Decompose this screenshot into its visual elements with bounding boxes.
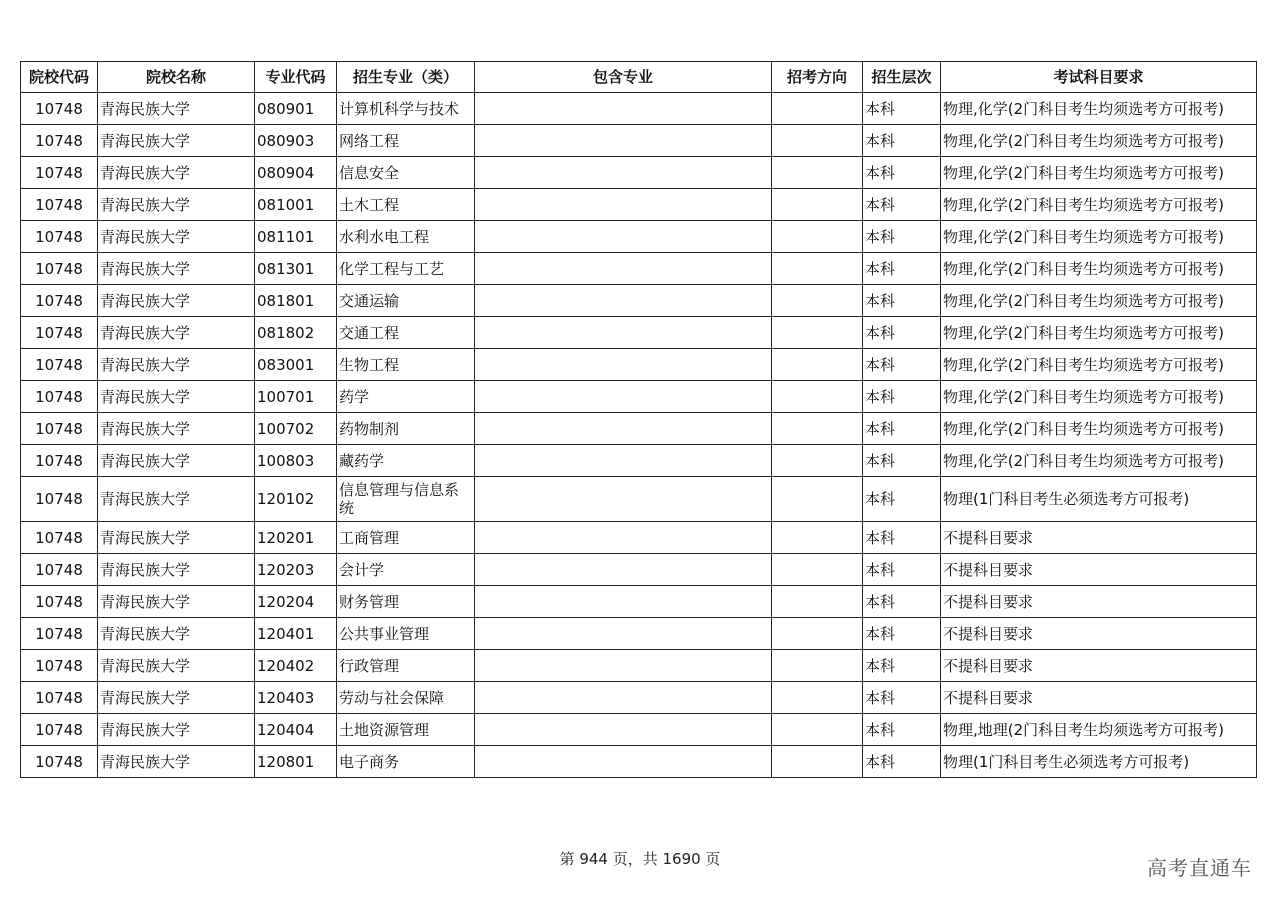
major-code-cell: 080901 — [255, 93, 337, 125]
table-row — [21, 746, 1257, 778]
school-code-cell: 10748 — [21, 125, 98, 157]
table-row — [21, 93, 1257, 125]
school-code-cell: 10748 — [21, 381, 98, 413]
header-direction: 招考方向 — [772, 62, 863, 93]
major-cell: 会计学 — [337, 554, 475, 586]
level-cell: 本科 — [863, 317, 941, 349]
requirement-cell: 物理,化学(2门科目考生均须选考方可报考) — [941, 317, 1257, 349]
direction-cell — [772, 714, 863, 746]
table-body — [21, 93, 1257, 778]
included-majors-cell — [475, 477, 772, 522]
direction-cell — [772, 125, 863, 157]
major-code-cell: 120203 — [255, 554, 337, 586]
major-cell: 信息管理与信息系统 — [337, 477, 475, 522]
requirement-cell: 不提科目要求 — [941, 554, 1257, 586]
major-cell: 计算机科学与技术 — [337, 93, 475, 125]
major-cell: 电子商务 — [337, 746, 475, 778]
header-major: 招生专业（类） — [337, 62, 475, 93]
level-cell: 本科 — [863, 221, 941, 253]
school-name-cell: 青海民族大学 — [98, 522, 255, 554]
level-cell: 本科 — [863, 93, 941, 125]
watermark-logo: 高考直通车 — [1147, 856, 1252, 880]
school-code-cell: 10748 — [21, 682, 98, 714]
table-row — [21, 317, 1257, 349]
school-code-cell: 10748 — [21, 554, 98, 586]
school-name-cell: 青海民族大学 — [98, 746, 255, 778]
major-code-cell: 120401 — [255, 618, 337, 650]
table-row — [21, 349, 1257, 381]
major-code-cell: 100803 — [255, 445, 337, 477]
major-cell: 交通运输 — [337, 285, 475, 317]
school-name-cell: 青海民族大学 — [98, 381, 255, 413]
direction-cell — [772, 682, 863, 714]
major-cell: 工商管理 — [337, 522, 475, 554]
major-cell: 网络工程 — [337, 125, 475, 157]
requirement-cell: 不提科目要求 — [941, 586, 1257, 618]
school-name-cell: 青海民族大学 — [98, 714, 255, 746]
school-code-cell: 10748 — [21, 317, 98, 349]
level-cell: 本科 — [863, 253, 941, 285]
level-cell: 本科 — [863, 714, 941, 746]
level-cell: 本科 — [863, 618, 941, 650]
table-row — [21, 714, 1257, 746]
major-cell: 生物工程 — [337, 349, 475, 381]
direction-cell — [772, 586, 863, 618]
level-cell: 本科 — [863, 189, 941, 221]
school-name-cell: 青海民族大学 — [98, 586, 255, 618]
level-cell: 本科 — [863, 445, 941, 477]
school-name-cell: 青海民族大学 — [98, 125, 255, 157]
direction-cell — [772, 746, 863, 778]
level-cell: 本科 — [863, 285, 941, 317]
major-code-cell: 120204 — [255, 586, 337, 618]
major-cell: 行政管理 — [337, 650, 475, 682]
major-cell: 藏药学 — [337, 445, 475, 477]
direction-cell — [772, 413, 863, 445]
major-code-cell: 120801 — [255, 746, 337, 778]
school-name-cell: 青海民族大学 — [98, 285, 255, 317]
major-cell: 财务管理 — [337, 586, 475, 618]
school-name-cell: 青海民族大学 — [98, 618, 255, 650]
school-name-cell: 青海民族大学 — [98, 189, 255, 221]
header-requirement: 考试科目要求 — [941, 62, 1257, 93]
major-code-cell: 120402 — [255, 650, 337, 682]
level-cell: 本科 — [863, 746, 941, 778]
school-code-cell: 10748 — [21, 189, 98, 221]
major-code-cell: 081301 — [255, 253, 337, 285]
requirement-cell: 不提科目要求 — [941, 618, 1257, 650]
school-code-cell: 10748 — [21, 650, 98, 682]
school-name-cell: 青海民族大学 — [98, 317, 255, 349]
header-school-name: 院校名称 — [98, 62, 255, 93]
included-majors-cell — [475, 413, 772, 445]
school-code-cell: 10748 — [21, 285, 98, 317]
requirement-cell: 不提科目要求 — [941, 650, 1257, 682]
included-majors-cell — [475, 650, 772, 682]
table-row — [21, 477, 1257, 522]
school-name-cell: 青海民族大学 — [98, 682, 255, 714]
included-majors-cell — [475, 157, 772, 189]
direction-cell — [772, 189, 863, 221]
direction-cell — [772, 522, 863, 554]
header-level: 招生层次 — [863, 62, 941, 93]
school-name-cell: 青海民族大学 — [98, 477, 255, 522]
included-majors-cell — [475, 189, 772, 221]
level-cell: 本科 — [863, 381, 941, 413]
major-code-cell: 120102 — [255, 477, 337, 522]
header-major-code: 专业代码 — [255, 62, 337, 93]
level-cell: 本科 — [863, 477, 941, 522]
table-row — [21, 157, 1257, 189]
page-number: 第 944 页，共 1690 页 — [559, 850, 721, 868]
major-cell: 交通工程 — [337, 317, 475, 349]
school-name-cell: 青海民族大学 — [98, 349, 255, 381]
table-row — [21, 618, 1257, 650]
major-cell: 信息安全 — [337, 157, 475, 189]
major-code-cell: 100702 — [255, 413, 337, 445]
school-code-cell: 10748 — [21, 618, 98, 650]
requirement-cell: 物理(1门科目考生必须选考方可报考) — [941, 746, 1257, 778]
major-cell: 土木工程 — [337, 189, 475, 221]
table-row — [21, 189, 1257, 221]
requirement-cell: 物理(1门科目考生必须选考方可报考) — [941, 477, 1257, 522]
included-majors-cell — [475, 125, 772, 157]
major-code-cell: 120201 — [255, 522, 337, 554]
included-majors-cell — [475, 714, 772, 746]
included-majors-cell — [475, 586, 772, 618]
included-majors-cell — [475, 445, 772, 477]
direction-cell — [772, 618, 863, 650]
level-cell: 本科 — [863, 586, 941, 618]
school-name-cell: 青海民族大学 — [98, 253, 255, 285]
direction-cell — [772, 650, 863, 682]
major-cell: 化学工程与工艺 — [337, 253, 475, 285]
major-code-cell: 080904 — [255, 157, 337, 189]
table-row — [21, 554, 1257, 586]
table-row — [21, 586, 1257, 618]
requirement-cell: 物理,化学(2门科目考生均须选考方可报考) — [941, 157, 1257, 189]
direction-cell — [772, 285, 863, 317]
school-name-cell: 青海民族大学 — [98, 413, 255, 445]
major-cell: 药物制剂 — [337, 413, 475, 445]
major-code-cell: 081001 — [255, 189, 337, 221]
school-code-cell: 10748 — [21, 349, 98, 381]
school-name-cell: 青海民族大学 — [98, 93, 255, 125]
requirement-cell: 物理,化学(2门科目考生均须选考方可报考) — [941, 413, 1257, 445]
school-name-cell: 青海民族大学 — [98, 650, 255, 682]
level-cell: 本科 — [863, 157, 941, 189]
major-code-cell: 083001 — [255, 349, 337, 381]
table-row — [21, 125, 1257, 157]
level-cell: 本科 — [863, 349, 941, 381]
direction-cell — [772, 93, 863, 125]
requirement-cell: 不提科目要求 — [941, 522, 1257, 554]
direction-cell — [772, 381, 863, 413]
requirement-cell: 物理,化学(2门科目考生均须选考方可报考) — [941, 189, 1257, 221]
requirement-cell: 物理,化学(2门科目考生均须选考方可报考) — [941, 285, 1257, 317]
header-included-majors: 包含专业 — [475, 62, 772, 93]
level-cell: 本科 — [863, 554, 941, 586]
school-code-cell: 10748 — [21, 477, 98, 522]
school-code-cell: 10748 — [21, 445, 98, 477]
direction-cell — [772, 221, 863, 253]
school-code-cell: 10748 — [21, 714, 98, 746]
major-cell: 水利水电工程 — [337, 221, 475, 253]
header-school-code: 院校代码 — [21, 62, 98, 93]
included-majors-cell — [475, 349, 772, 381]
included-majors-cell — [475, 618, 772, 650]
major-code-cell: 081101 — [255, 221, 337, 253]
major-cell: 劳动与社会保障 — [337, 682, 475, 714]
table-row — [21, 413, 1257, 445]
table-row — [21, 682, 1257, 714]
table-row — [21, 650, 1257, 682]
table-row — [21, 381, 1257, 413]
major-code-cell: 081801 — [255, 285, 337, 317]
level-cell: 本科 — [863, 125, 941, 157]
school-code-cell: 10748 — [21, 93, 98, 125]
level-cell: 本科 — [863, 413, 941, 445]
major-code-cell: 120404 — [255, 714, 337, 746]
school-name-cell: 青海民族大学 — [98, 157, 255, 189]
major-cell: 土地资源管理 — [337, 714, 475, 746]
requirement-cell: 物理,地理(2门科目考生均须选考方可报考) — [941, 714, 1257, 746]
major-code-cell: 080903 — [255, 125, 337, 157]
table-row — [21, 221, 1257, 253]
school-code-cell: 10748 — [21, 157, 98, 189]
school-code-cell: 10748 — [21, 253, 98, 285]
school-code-cell: 10748 — [21, 221, 98, 253]
requirement-cell: 物理,化学(2门科目考生均须选考方可报考) — [941, 445, 1257, 477]
included-majors-cell — [475, 381, 772, 413]
school-code-cell: 10748 — [21, 586, 98, 618]
school-code-cell: 10748 — [21, 522, 98, 554]
included-majors-cell — [475, 285, 772, 317]
school-name-cell: 青海民族大学 — [98, 554, 255, 586]
major-code-cell: 120403 — [255, 682, 337, 714]
included-majors-cell — [475, 221, 772, 253]
requirement-cell: 物理,化学(2门科目考生均须选考方可报考) — [941, 221, 1257, 253]
requirement-cell: 不提科目要求 — [941, 682, 1257, 714]
requirement-cell: 物理,化学(2门科目考生均须选考方可报考) — [941, 381, 1257, 413]
major-cell: 公共事业管理 — [337, 618, 475, 650]
direction-cell — [772, 477, 863, 522]
major-code-cell: 081802 — [255, 317, 337, 349]
school-name-cell: 青海民族大学 — [98, 221, 255, 253]
requirement-cell: 物理,化学(2门科目考生均须选考方可报考) — [941, 253, 1257, 285]
level-cell: 本科 — [863, 650, 941, 682]
school-code-cell: 10748 — [21, 413, 98, 445]
included-majors-cell — [475, 93, 772, 125]
table-row — [21, 522, 1257, 554]
direction-cell — [772, 317, 863, 349]
enrollment-table — [20, 61, 1257, 778]
included-majors-cell — [475, 746, 772, 778]
requirement-cell: 物理,化学(2门科目考生均须选考方可报考) — [941, 93, 1257, 125]
major-code-cell: 100701 — [255, 381, 337, 413]
direction-cell — [772, 157, 863, 189]
level-cell: 本科 — [863, 682, 941, 714]
table-row — [21, 285, 1257, 317]
direction-cell — [772, 554, 863, 586]
table-row — [21, 445, 1257, 477]
direction-cell — [772, 445, 863, 477]
included-majors-cell — [475, 522, 772, 554]
table-header-row — [21, 62, 1257, 93]
school-name-cell: 青海民族大学 — [98, 445, 255, 477]
included-majors-cell — [475, 317, 772, 349]
requirement-cell: 物理,化学(2门科目考生均须选考方可报考) — [941, 125, 1257, 157]
direction-cell — [772, 349, 863, 381]
table-row — [21, 253, 1257, 285]
included-majors-cell — [475, 682, 772, 714]
school-code-cell: 10748 — [21, 746, 98, 778]
included-majors-cell — [475, 554, 772, 586]
included-majors-cell — [475, 253, 772, 285]
requirement-cell: 物理,化学(2门科目考生均须选考方可报考) — [941, 349, 1257, 381]
major-cell: 药学 — [337, 381, 475, 413]
level-cell: 本科 — [863, 522, 941, 554]
direction-cell — [772, 253, 863, 285]
